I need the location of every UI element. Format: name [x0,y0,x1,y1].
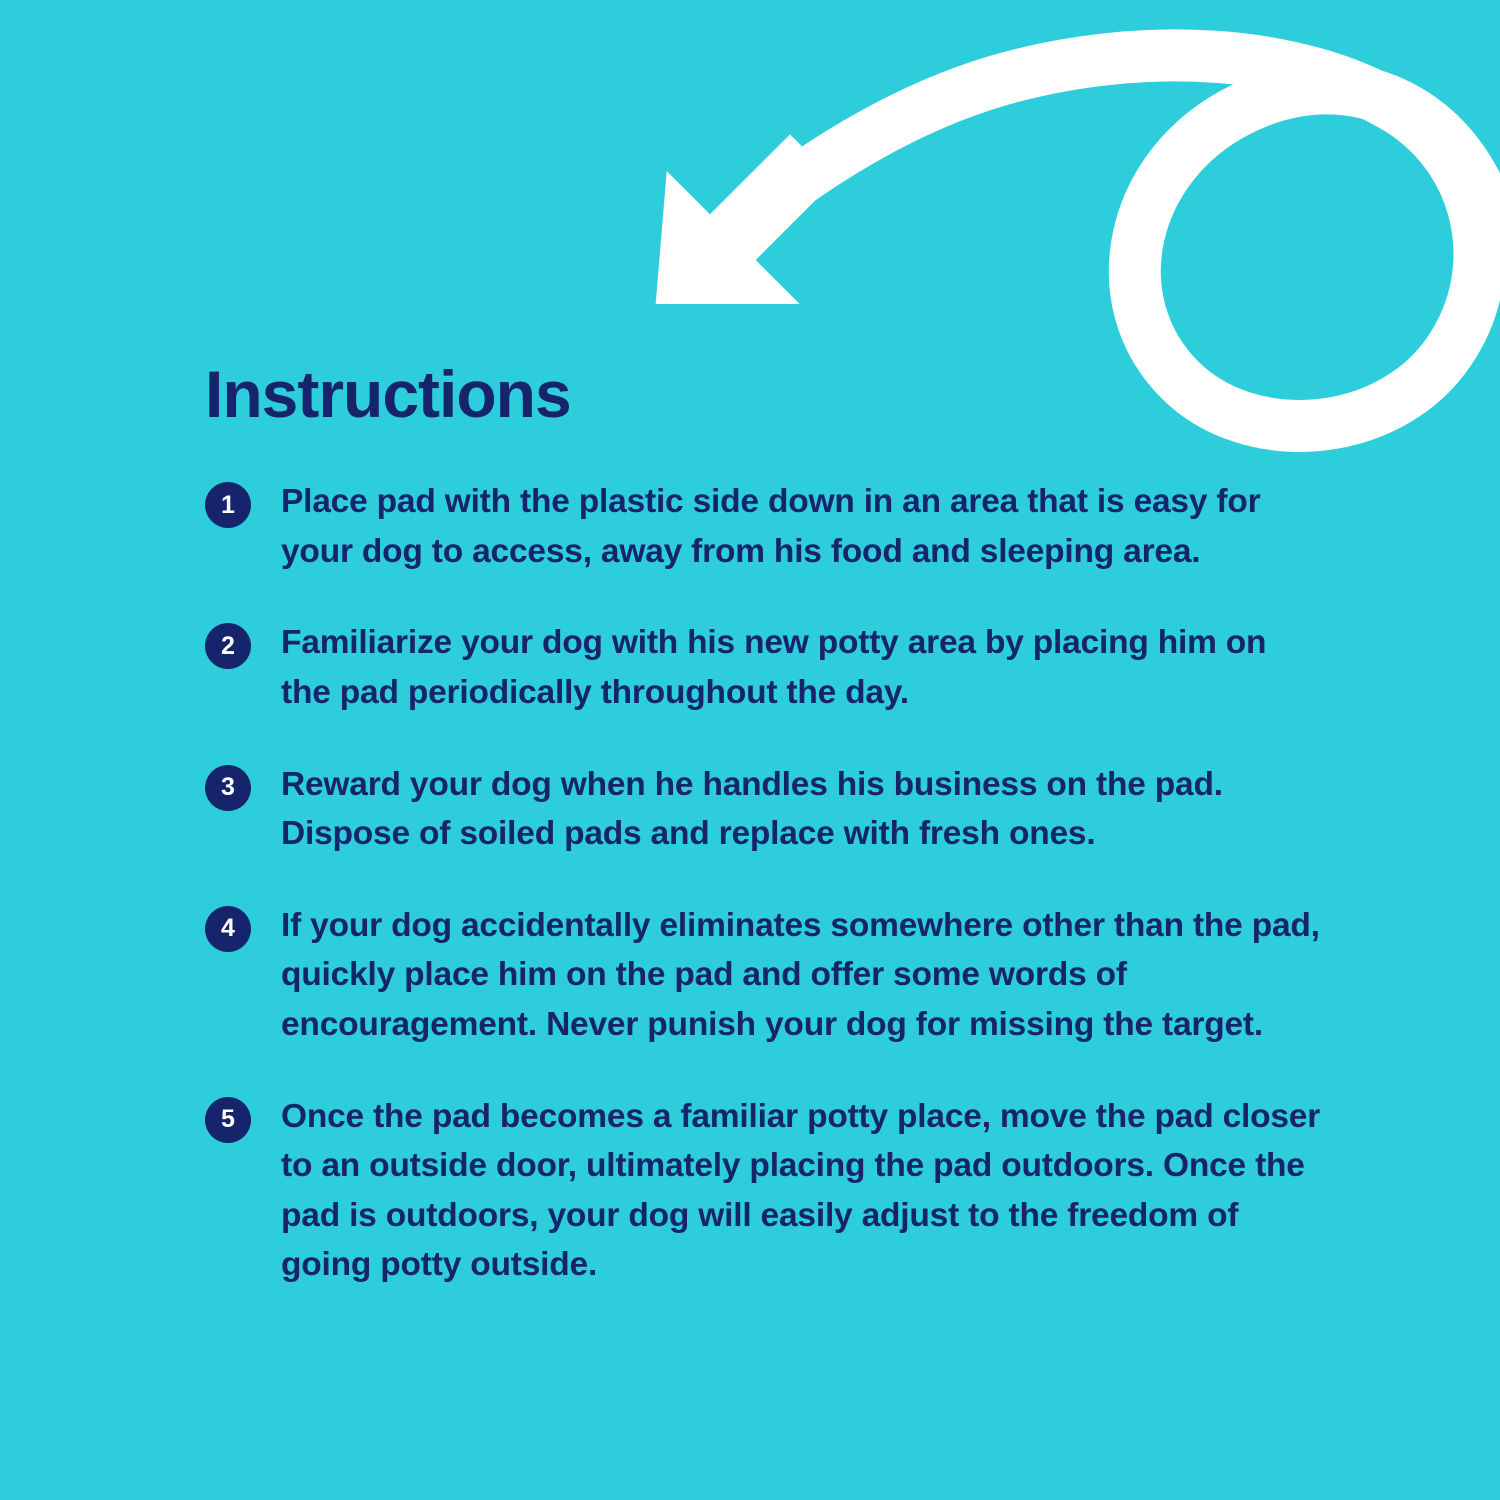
list-item [205,1092,1335,1290]
list-item [205,477,1335,576]
step-text: Familiarize your dog with his new potty area by placing him on the pad periodically throughout the day. [281,624,1267,712]
page-title: Instructions [205,357,571,431]
step-number-badge: 3 [205,765,251,811]
step-text: Place pad with the plastic side down in an area that is easy for your dog to access, away from his food and sleeping area. [281,483,1261,570]
list-item [205,618,1335,717]
step-text: Once the pad becomes a familiar potty place, move the pad closer to an outside door, ultimately placing the pad outdoors. Once the pad is outdoors, your dog will easily adjust to the freedom of going potty outside. [281,1097,1321,1284]
step-number-badge: 1 [205,482,251,528]
step-number-badge: 4 [205,906,251,952]
steps-list [205,477,1335,1290]
step-text: If your dog accidentally eliminates somewhere other than the pad, quickly place him on the pad and offer some words of encouragement. Never punish your dog for missing the target. [281,906,1320,1043]
list-item [205,901,1335,1050]
step-number-badge: 2 [205,623,251,669]
step-number-badge: 5 [205,1097,251,1143]
list-item [205,760,1335,859]
instructions-content [205,357,1335,1290]
step-text: Reward your dog when he handles his business on the pad. Dispose of soiled pads and replace with fresh ones. [281,765,1223,853]
